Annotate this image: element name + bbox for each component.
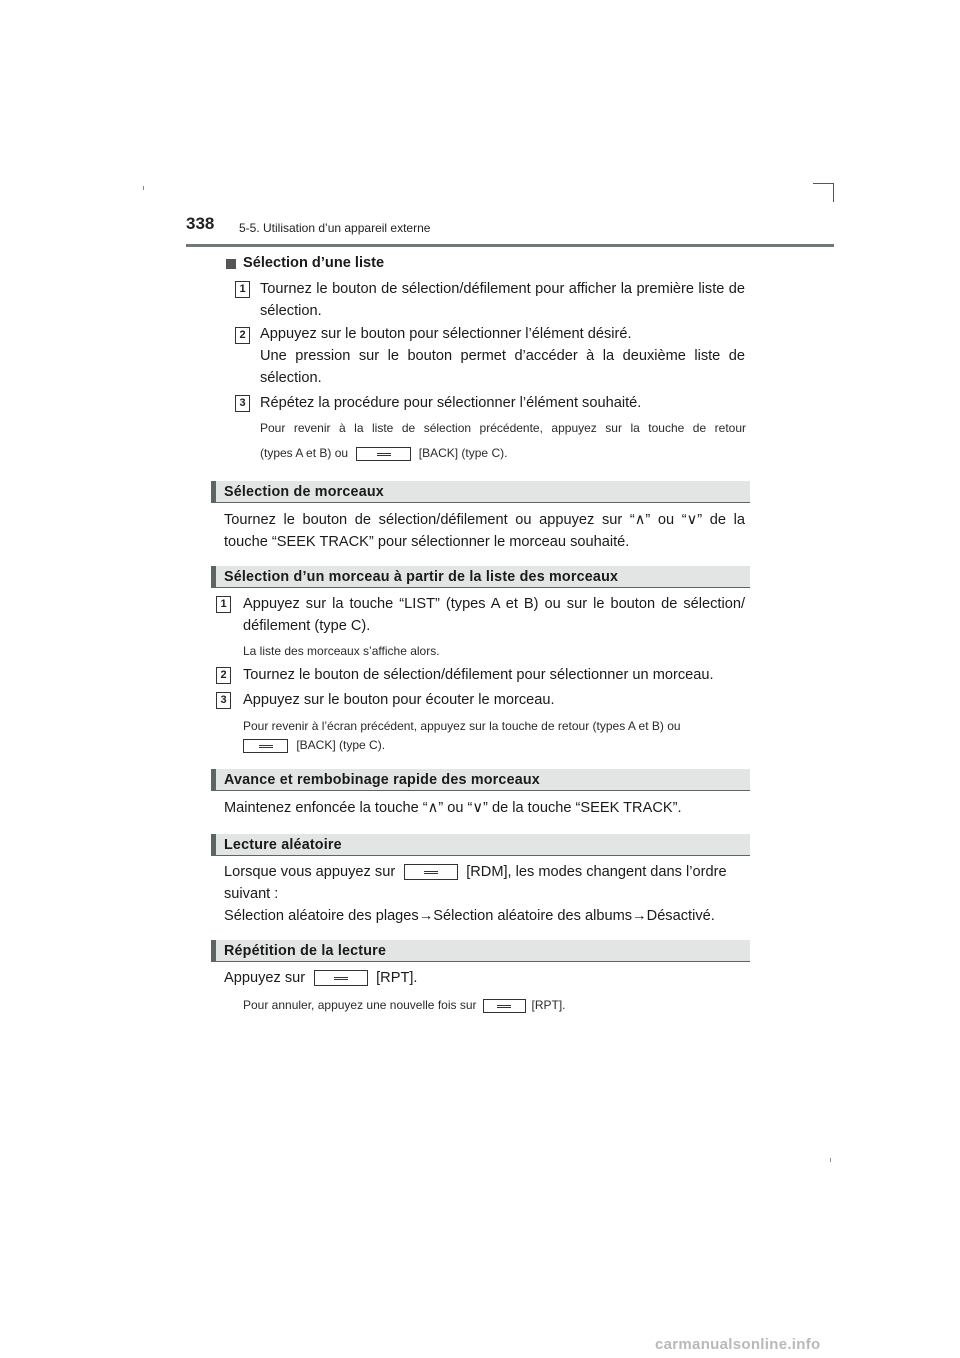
crop-mark	[143, 186, 144, 190]
section-bar-track-list	[211, 566, 750, 588]
track-list-step-2-text: Tournez le bouton de sélection/défilement pour sélectionner un morceau.	[243, 667, 714, 683]
track-selection-text: Tournez le bouton de sélection/défilement ou appuyez sur “∧” ou “∨” de la touche “SEEK TRACK” pour sélectionner le morceau souhaité.	[224, 512, 745, 550]
repeat-note-text-a: Pour annuler, appuyez une nouvelle fois sur	[243, 998, 477, 1012]
track-list-note-line-1: Pour revenir à l’écran précédent, appuyez sur la touche de retour (types A et B) ou	[243, 719, 681, 733]
section-title-fast-forward: Avance et rembobinage rapide des morceaux	[224, 772, 540, 788]
repeat-text-a: Appuyez sur	[224, 970, 306, 986]
bullet-square-icon	[226, 259, 236, 269]
random-line-3: Sélection aléatoire des plages→Sélection aléatoire des albums→Désactivé.	[224, 908, 715, 924]
list-step-2-detail: Une pression sur le bouton permet d’accéder à la deuxième liste de sélection.	[260, 348, 745, 386]
section-title-repeat: Répétition de la lecture	[224, 943, 387, 959]
back-button-icon	[243, 739, 288, 753]
step-number-1: 1	[216, 596, 231, 613]
list-note-line-1: Pour revenir à la liste de sélection précédente, appuyez sur la touche de retour	[260, 421, 746, 435]
step-number-2: 2	[216, 667, 231, 684]
repeat-note	[243, 997, 566, 1014]
back-button-icon	[356, 447, 411, 461]
random-line-1	[224, 861, 745, 883]
step-number-1: 1	[235, 281, 250, 298]
list-note-text-a: (types A et B) ou	[260, 446, 349, 460]
track-list-step-3-text: Appuyez sur le bouton pour écouter le morceau.	[243, 692, 555, 708]
step-number-3: 3	[216, 692, 231, 709]
random-line-2: suivant :	[224, 886, 279, 902]
section-bar-track-selection	[211, 481, 750, 503]
section-bar-fast-forward	[211, 769, 750, 791]
header-rule	[186, 244, 834, 247]
crop-mark	[830, 1158, 831, 1162]
section-bar-repeat	[211, 940, 750, 962]
rdm-button-icon	[404, 864, 458, 880]
corner-crop-mark	[813, 183, 834, 202]
fast-forward-text: Maintenez enfoncée la touche “∧” ou “∨” de la touche “SEEK TRACK”.	[224, 800, 682, 816]
list-step-2-text: Appuyez sur le bouton pour sélectionner l’élément désiré.	[260, 326, 632, 342]
page-number: 338	[186, 214, 215, 233]
step-number-2: 2	[235, 327, 250, 344]
watermark: carmanualsonline.info	[655, 1336, 821, 1353]
list-note-line-2	[260, 445, 746, 462]
list-selection-heading: Sélection d’une liste	[243, 255, 385, 271]
section-title-random: Lecture aléatoire	[224, 837, 342, 853]
random-text-b: [RDM], les modes changent dans l’ordre	[466, 864, 727, 880]
track-list-note-line-2	[243, 737, 745, 754]
list-note-text-b: [BACK] (type C).	[418, 446, 508, 460]
section-title-track-selection: Sélection de morceaux	[224, 484, 384, 500]
repeat-line-1	[224, 967, 417, 989]
step-number-3: 3	[235, 395, 250, 412]
rpt-button-icon	[483, 999, 526, 1013]
section-path: 5-5. Utilisation d’un appareil externe	[239, 221, 431, 235]
repeat-note-text-b: [RPT].	[531, 998, 566, 1012]
section-title-track-list: Sélection d’un morceau à partir de la liste des morceaux	[224, 569, 619, 585]
random-text-a: Lorsque vous appuyez sur	[224, 864, 396, 880]
track-list-step-1-text: Appuyez sur la touche “LIST” (types A et B) ou sur le bouton de sélection/ défilement (type C).	[243, 596, 745, 634]
list-step-3-text: Répétez la procédure pour sélectionner l’élément souhaité.	[260, 395, 642, 411]
rpt-button-icon	[314, 970, 368, 986]
list-step-1-text: Tournez le bouton de sélection/défilement pour afficher la première liste de sélection.	[260, 281, 745, 319]
track-list-note-text: [BACK] (type C).	[296, 738, 386, 752]
repeat-text-b: [RPT].	[376, 970, 418, 986]
track-list-step-1-note: La liste des morceaux s’affiche alors.	[243, 644, 440, 658]
section-bar-random	[211, 834, 750, 856]
